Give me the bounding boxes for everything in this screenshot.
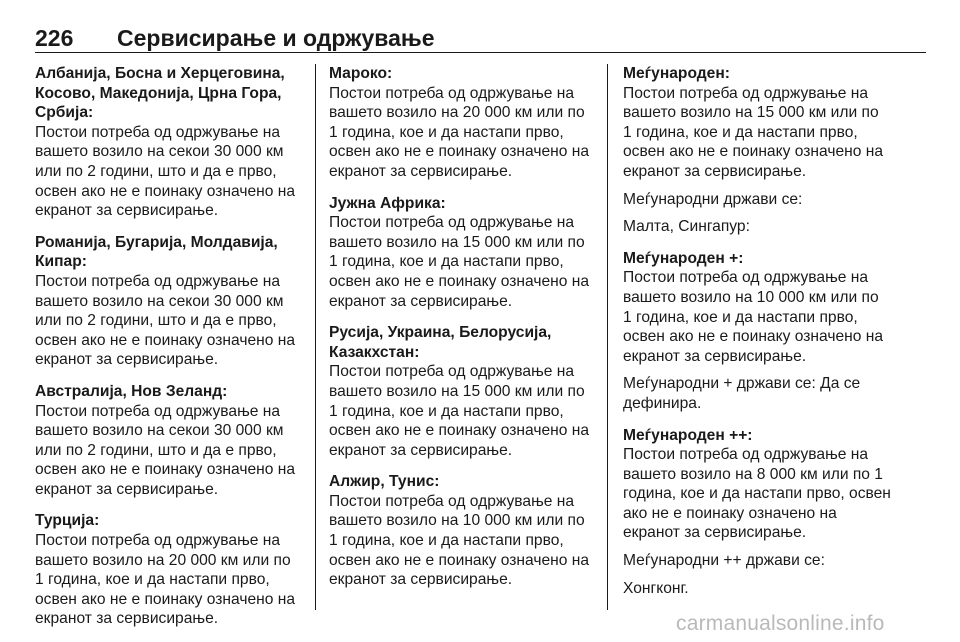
section-title: Алжир, Тунис: xyxy=(329,473,440,491)
section xyxy=(35,511,303,629)
section-title: Австралија, Нов Зеланд: xyxy=(35,382,228,400)
section-text: Постои потреба од одржување на вашето возило на 8 000 км или по 1 година, кое и да настапи прво, освен ако не е поинаку означено на екранот за сервисирање. xyxy=(623,446,891,542)
section-title: Меѓународен: xyxy=(623,65,730,82)
section-text: Постои потреба од одржување на вашето возило на 20 000 км или по 1 година, кое и да настапи прво, освен ако не е поинаку означено на екранот за сервисирање. xyxy=(329,84,590,180)
section xyxy=(35,233,303,370)
column-divider xyxy=(607,64,608,610)
section xyxy=(35,382,303,500)
section-title: Мароко: xyxy=(329,65,393,82)
section-title: Албанија, Босна и Херцеговина, Косово, Македонија, Црна Гора, Србија: xyxy=(35,65,285,122)
section-text: Хонгконг. xyxy=(623,579,689,597)
section-text: Постои потреба од одржување на вашето возило на 15 000 км или по 1 година, кое и да настапи прво, освен ако не е поинаку означено на екранот за сервисирање. xyxy=(329,363,590,459)
section-title: Јужна Африка: xyxy=(329,194,446,212)
section xyxy=(329,64,597,182)
section-text: Меѓународни ++ држави се: xyxy=(623,552,825,570)
section-text: Меѓународни држави се: xyxy=(623,190,803,208)
column-3 xyxy=(623,64,891,610)
page-header xyxy=(35,26,926,53)
column-2 xyxy=(329,64,597,602)
section xyxy=(329,472,597,590)
section-text: Малта, Сингапур: xyxy=(623,218,750,236)
section xyxy=(623,249,891,414)
section xyxy=(329,194,597,312)
section-text: Постои потреба од одржување на вашето возило на 15 000 км или по 1 година, кое и да настапи прво, освен ако не е поинаку означено на екранот за сервисирање. xyxy=(623,84,884,180)
section xyxy=(35,64,303,221)
section-text: Постои потреба од одржување на вашето возило на 10 000 км или по 1 година, кое и да настапи прво, освен ако не е поинаку означено на екранот за сервисирање. xyxy=(623,269,884,365)
watermark: carmanualsonline.info xyxy=(676,612,885,635)
section xyxy=(623,426,891,599)
column-divider xyxy=(315,64,316,610)
section xyxy=(329,323,597,460)
section-text: Постои потреба од одржување на вашето возило на секои 30 000 км или по 2 години, што и да е прво, освен ако не е поинаку означено на екранот за сервисирање. xyxy=(35,402,296,498)
section-title: Турција: xyxy=(35,512,100,530)
column-1 xyxy=(35,64,303,641)
page-title: Сервисирање и одржување xyxy=(117,25,435,51)
section-text: Постои потреба од одржување на вашето возило на секои 30 000 км или по 2 години, што и да е прво, освен ако не е поинаку означено на екранот за сервисирање. xyxy=(35,123,296,220)
section-text: Постои потреба од одржување на вашето возило на 20 000 км или по 1 година, кое и да настапи прво, освен ако не е поинаку означено на екранот за сервисирање. xyxy=(35,532,296,628)
section-text: Постои потреба од одржување на вашето возило на 10 000 км или по 1 година, кое и да настапи прво, освен ако не е поинаку означено на екранот за сервисирање. xyxy=(329,492,590,589)
section-title: Русија, Украина, Белорусија, Казакхстан: xyxy=(329,324,552,361)
section xyxy=(623,64,891,237)
section-title: Меѓународен ++: xyxy=(623,426,753,444)
page-number: 226 xyxy=(35,25,74,51)
section-title: Романија, Бугарија, Молдавија, Кипар: xyxy=(35,233,278,271)
section-text: Постои потреба од одржување на вашето возило на секои 30 000 км или по 2 години, што и да е прво, освен ако не е поинаку означено на екранот за сервисирање. xyxy=(35,272,296,369)
section-text: Меѓународни + држави се: Да се дефинира. xyxy=(623,375,861,412)
section-text: Постои потреба од одржување на вашето возило на 15 000 км или по 1 година, кое и да настапи прво, освен ако не е поинаку означено на екранот за сервисирање. xyxy=(329,214,590,310)
section-title: Меѓународен +: xyxy=(623,249,744,267)
